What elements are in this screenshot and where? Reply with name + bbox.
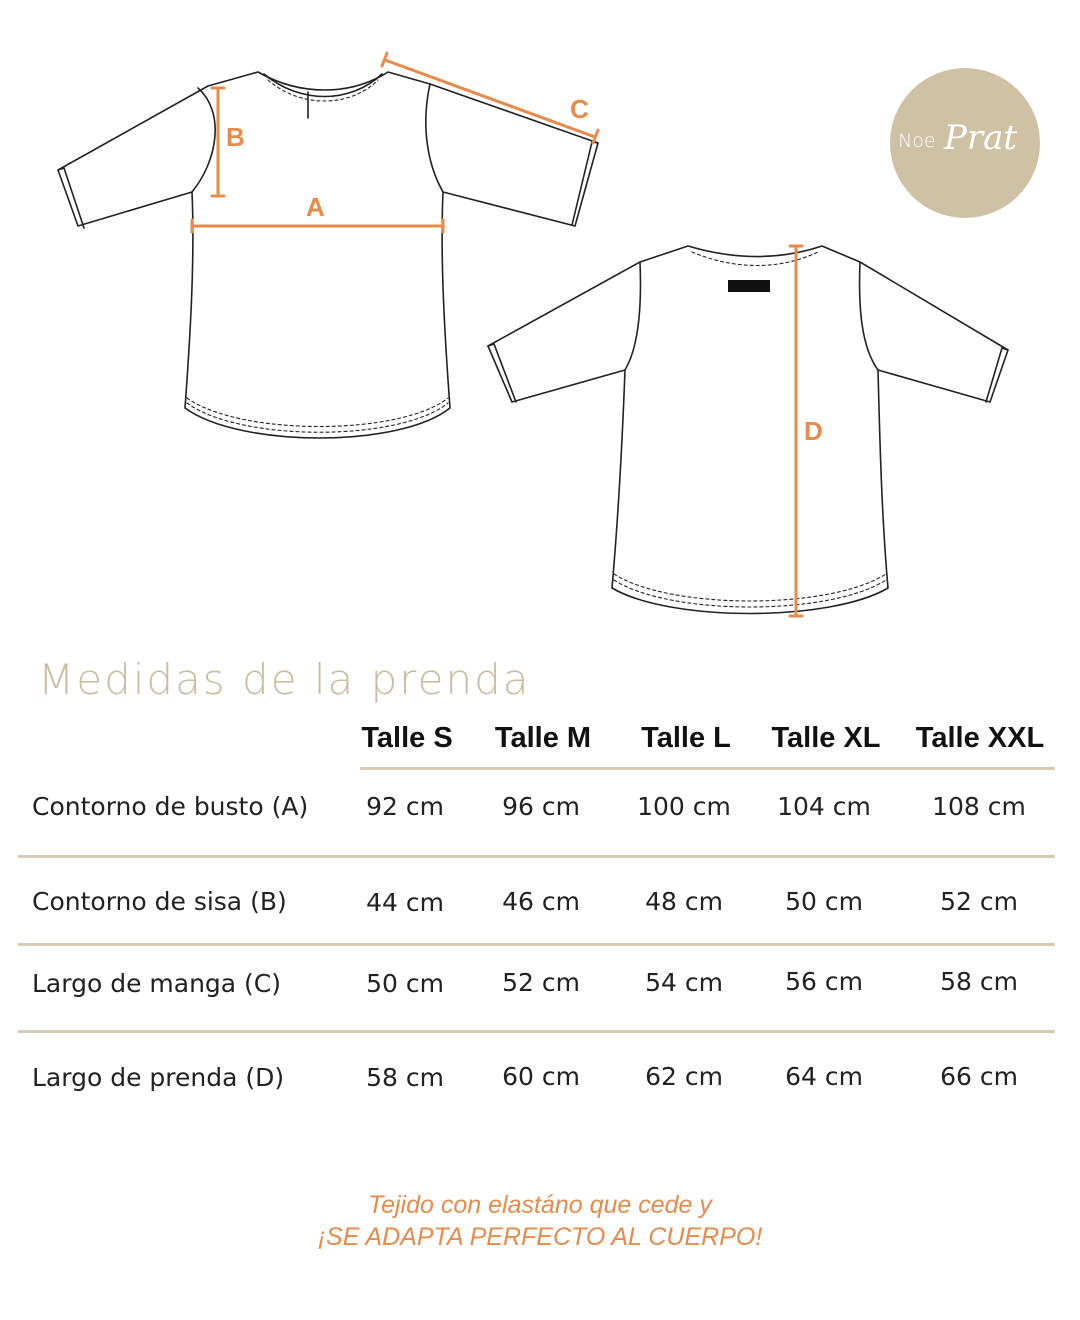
- row-label: Largo de manga (C): [32, 969, 282, 998]
- label-a: A: [306, 192, 325, 222]
- table-cell: 108 cm: [932, 792, 1026, 821]
- table-cell: 62 cm: [645, 1062, 723, 1091]
- table-cell: 56 cm: [785, 967, 863, 996]
- table-cell: 92 cm: [366, 792, 444, 821]
- row-divider: [18, 855, 1055, 858]
- table-cell: 52 cm: [940, 887, 1018, 916]
- front-view-shirt: [58, 72, 598, 438]
- table-cell: 100 cm: [637, 792, 731, 821]
- fabric-note-line-1: Tejido con elastáno que cede y: [368, 1191, 712, 1219]
- brand-name-prat: Prat: [944, 118, 1018, 158]
- table-cell: 52 cm: [502, 968, 580, 997]
- table-cell: 64 cm: [785, 1062, 863, 1091]
- row-label: Contorno de sisa (B): [32, 887, 287, 916]
- column-header-m: Talle M: [494, 722, 592, 754]
- table-cell: 54 cm: [645, 968, 723, 997]
- table-cell: 104 cm: [777, 792, 871, 821]
- label-c: C: [570, 94, 589, 124]
- row-label: Contorno de busto (A): [32, 792, 309, 821]
- table-cell: 66 cm: [940, 1062, 1018, 1091]
- row-divider: [18, 943, 1055, 946]
- label-b: B: [226, 122, 245, 152]
- brand-name-noe: Noe: [898, 130, 936, 152]
- column-header-l: Talle L: [641, 722, 731, 754]
- table-cell: 50 cm: [366, 969, 444, 998]
- table-cell: 60 cm: [502, 1062, 580, 1091]
- label-d: D: [804, 416, 823, 446]
- row-label: Largo de prenda (D): [32, 1063, 285, 1092]
- section-title: Medidas de la prenda: [38, 655, 531, 704]
- row-divider: [18, 1030, 1055, 1033]
- table-cell: 58 cm: [366, 1063, 444, 1092]
- fabric-note-line-2: ¡SE ADAPTA PERFECTO AL CUERPO!: [317, 1223, 763, 1251]
- table-cell: 58 cm: [940, 967, 1018, 996]
- table-cell: 46 cm: [502, 887, 580, 916]
- column-header-s: Talle S: [361, 722, 453, 754]
- table-cell: 50 cm: [785, 887, 863, 916]
- garment-tag: [728, 280, 770, 292]
- table-cell: 96 cm: [502, 792, 580, 821]
- table-cell: 44 cm: [366, 888, 444, 917]
- column-header-xl: Talle XL: [771, 722, 881, 754]
- table-cell: 48 cm: [645, 887, 723, 916]
- back-view-shirt: [488, 246, 1008, 614]
- header-divider: [360, 767, 1055, 770]
- column-header-xxl: Talle XXL: [915, 722, 1045, 754]
- brand-logo: [890, 68, 1040, 218]
